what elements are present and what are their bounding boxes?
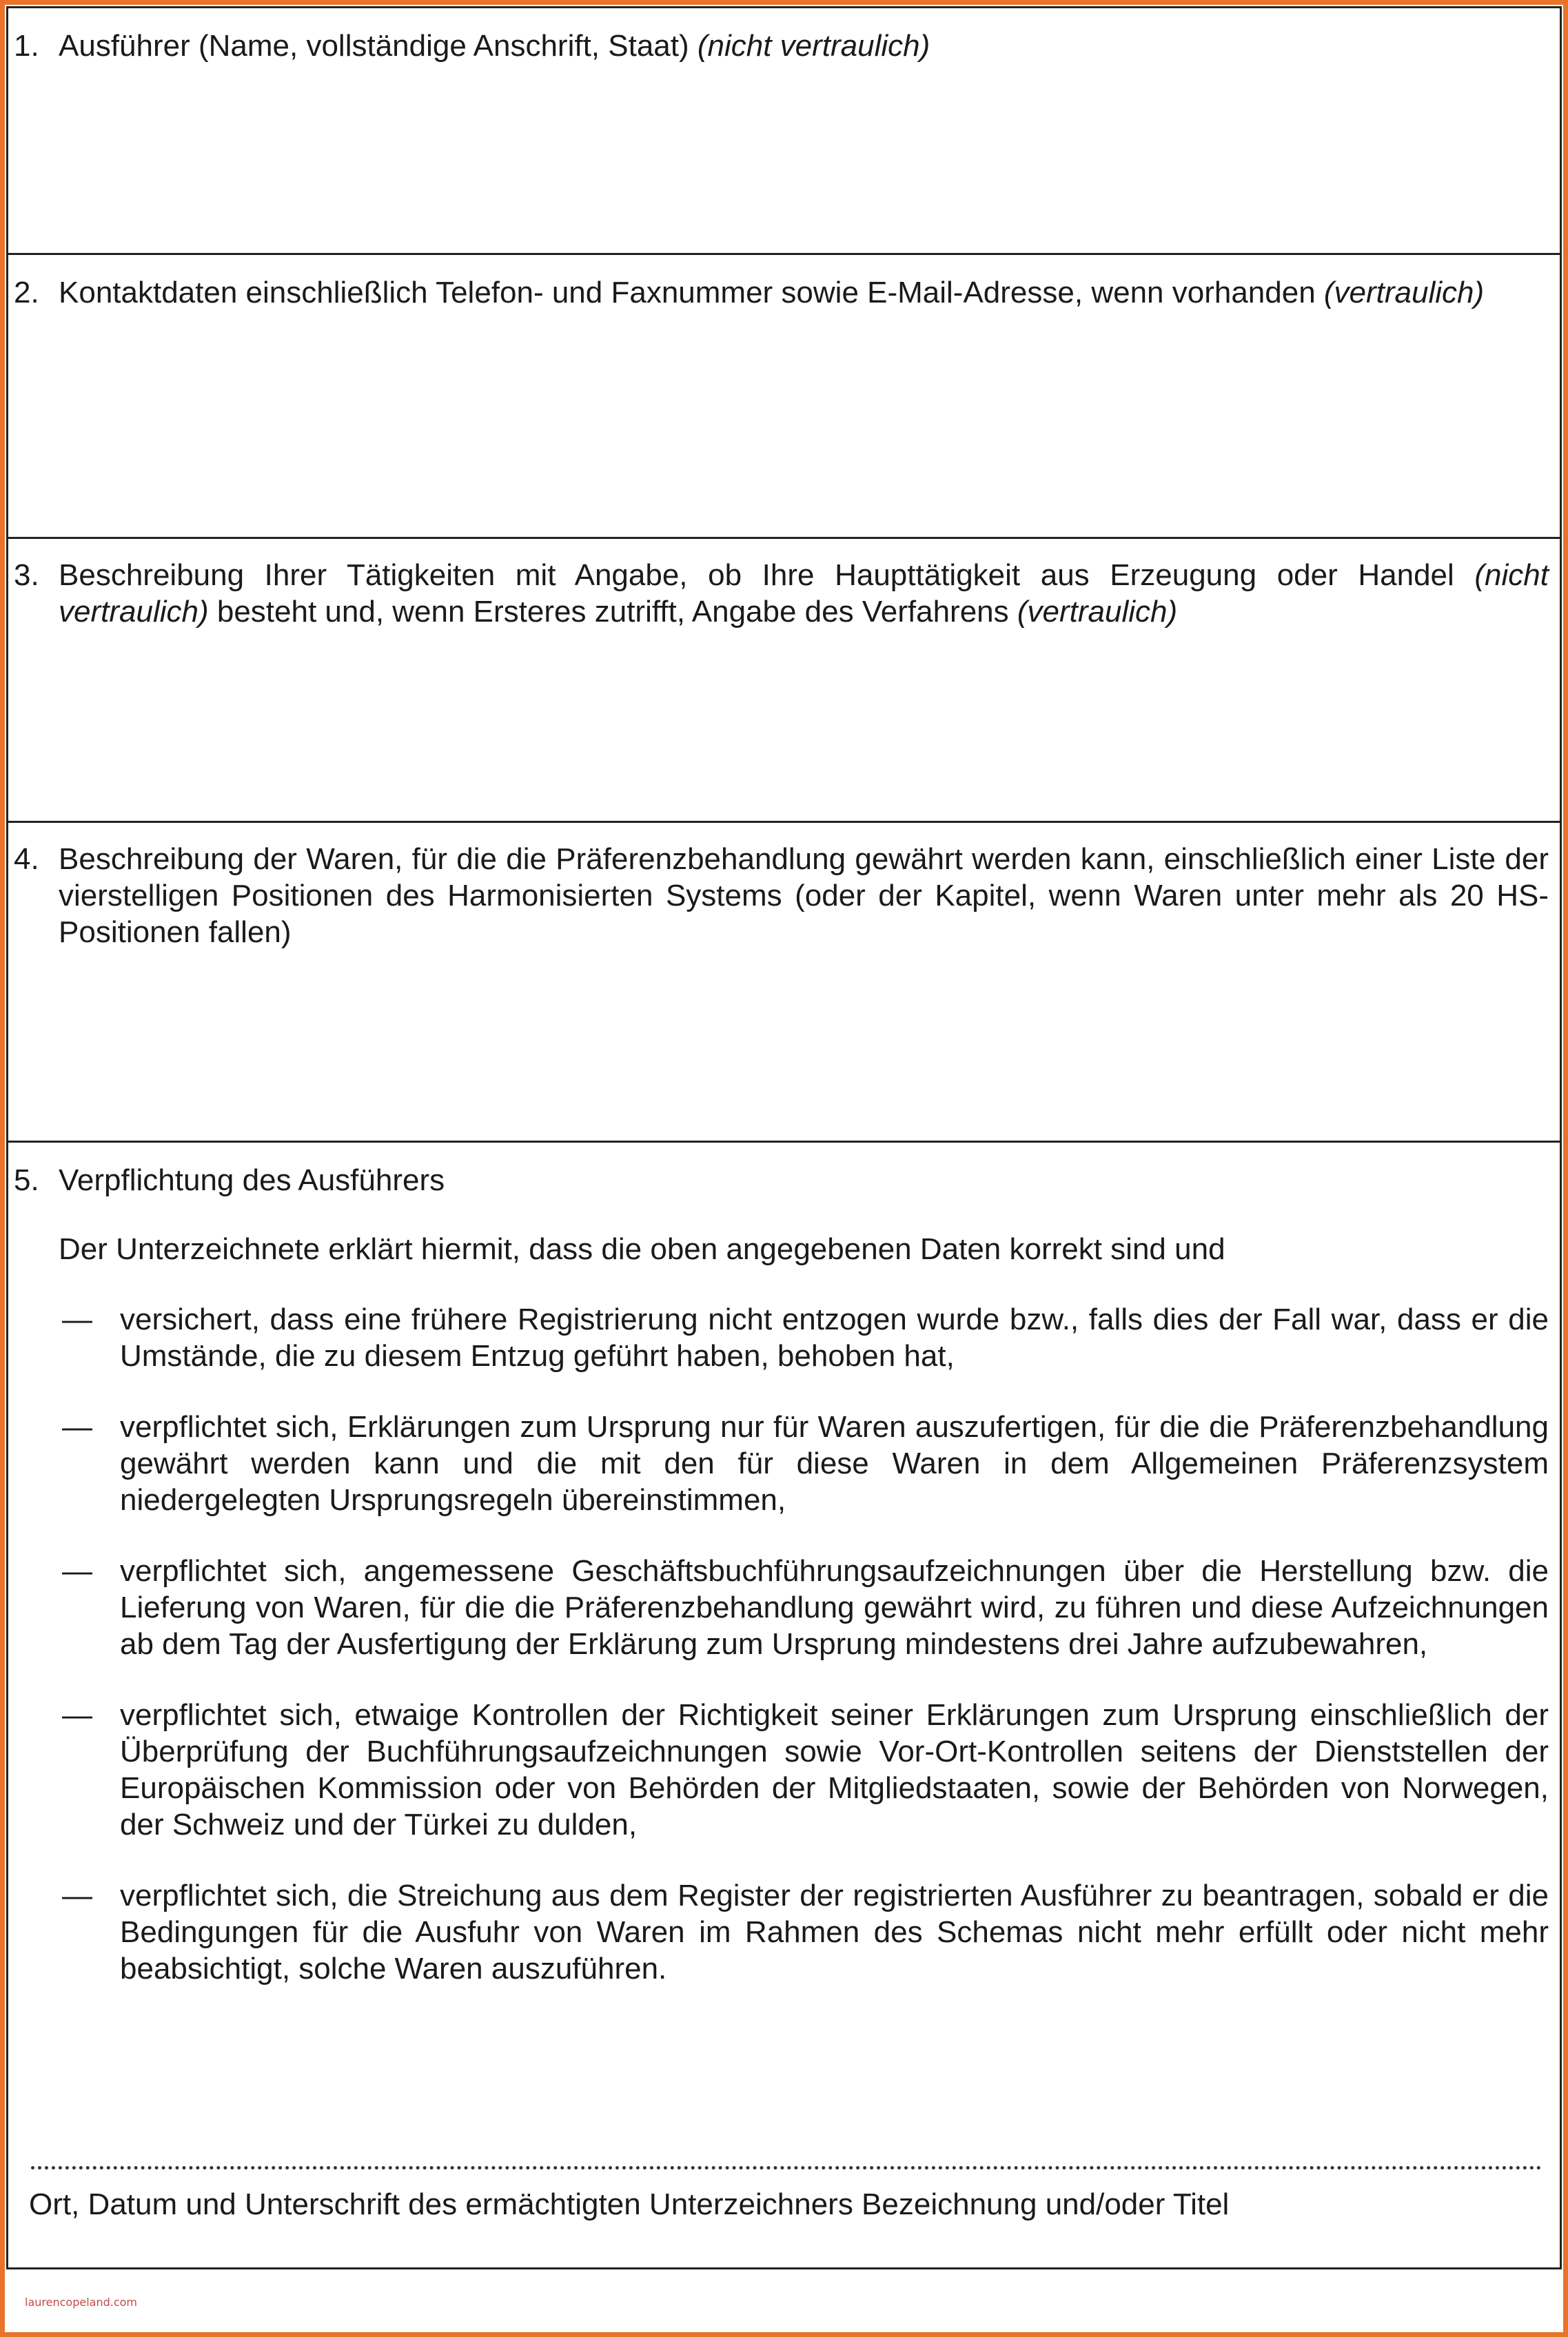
section-text-part: Kontaktdaten einschließlich Telefon- und Faxnummer sowie E-Mail-Adresse, wenn vorhanden <box>59 276 1324 309</box>
list-item-text: verpflichtet sich, etwaige Kontrollen der Richtigkeit seiner Erklärungen zum Ursprung einschließlich der Überprüfung der Buchführungsaufzeichnungen sowie Vor-Ort-Kontrollen seitens der Dienststellen der Europäischen Kommission oder von Behörden der Mitgliedstaaten, sowie der Behörden von Norwegen, der Schweiz und der Türkei zu dulden, <box>120 1698 1549 1841</box>
list-item <box>14 1553 1549 1662</box>
section-text-part: Beschreibung der Waren, für die die Präferenzbehandlung gewährt werden kann, einschließlich einer Liste der vierstelligen Positionen des Harmonisierten Systems (oder der Kapitel, wenn Waren unter mehr als 20 HS-Positionen fallen) <box>59 842 1549 949</box>
dash-bullet: — <box>62 1410 92 1444</box>
section-text-part: Verpflichtung des Ausführers <box>59 1163 445 1197</box>
section-text <box>59 557 1549 630</box>
section-text <box>59 1162 1549 1198</box>
dash-bullet: — <box>62 1698 92 1732</box>
section-2-heading <box>14 274 1549 311</box>
section-text <box>59 841 1549 950</box>
signature-label: Ort, Datum und Unterschrift des ermächtigten Unterzeichners Bezeichnung und/oder Titel <box>29 2187 1230 2221</box>
confidentiality-note: (vertraulich) <box>1323 276 1485 309</box>
section-text <box>59 28 1549 64</box>
list-item-text: verpflichtet sich, die Streichung aus dem Register der registrierten Ausführer zu beantragen, sobald er die Bedingungen für die Ausfuhr von Waren im Rahmen des Schemas nicht mehr erfüllt oder nicht mehr beabsichtigt, solche Waren auszuführen. <box>120 1879 1549 1986</box>
section-number: 2. <box>14 276 39 309</box>
section-text <box>59 274 1549 311</box>
section-text-part: Beschreibung Ihrer Tätigkeiten mit Angabe, ob Ihre Haupttätigkeit aus Erzeugung oder Handel <box>59 558 1475 592</box>
list-item-text: verpflichtet sich, angemessene Geschäftsbuchführungsaufzeichnungen über die Herstellung bzw. die Lieferung von Waren, für die die Präferenzbehandlung gewährt wird, zu führen und diese Aufzeichnungen ab dem Tag der Ausfertigung der Erklärung zum Ursprung mindestens drei Jahre aufzubewahren, <box>120 1554 1549 1661</box>
commitment-list <box>14 1301 1549 2021</box>
section-5-heading <box>14 1162 1549 1198</box>
list-item <box>14 1697 1549 1843</box>
list-item-text: versichert, dass eine frühere Registrierung nicht entzogen wurde bzw., falls dies der Fall war, dass er die Umstände, die zu diesem Entzug geführt haben, behoben hat, <box>120 1303 1549 1373</box>
dash-bullet: — <box>62 1303 92 1336</box>
list-item <box>14 1409 1549 1518</box>
section-text-part: besteht und, wenn Ersteres zutrifft, Angabe des Verfahrens <box>208 595 1017 629</box>
commitment-intro: Der Unterzeichnete erklärt hiermit, dass die oben angegebenen Daten korrekt sind und <box>59 1232 1225 1266</box>
watermark: laurencopeland.com <box>25 2296 137 2309</box>
signature-dotted-line[interactable] <box>31 2166 1542 2170</box>
section-number: 5. <box>14 1163 39 1197</box>
section-1-heading <box>14 28 1549 64</box>
section-text-part: Ausführer (Name, vollständige Anschrift, Staat) <box>59 29 698 63</box>
section-number: 3. <box>14 558 39 592</box>
section-number: 4. <box>14 842 39 876</box>
section-4-heading <box>14 841 1549 950</box>
list-item <box>14 1877 1549 1987</box>
section-number: 1. <box>14 29 39 63</box>
dash-bullet: — <box>62 1879 92 1912</box>
section-3-heading <box>14 557 1549 630</box>
dash-bullet: — <box>62 1554 92 1588</box>
list-item <box>14 1301 1549 1374</box>
confidentiality-note: (nicht vertraulich) <box>59 558 1549 629</box>
list-item-text: verpflichtet sich, Erklärungen zum Ursprung nur für Waren auszufertigen, für die die Präferenzbehandlung gewährt werden kann und die mit den für diese Waren in dem Allgemeinen Präferenzsystem niedergelegten Ursprungsregeln übereinstimmen, <box>120 1410 1549 1517</box>
confidentiality-note: (vertraulich) <box>1017 595 1178 629</box>
confidentiality-note: (nicht vertraulich) <box>697 29 930 63</box>
